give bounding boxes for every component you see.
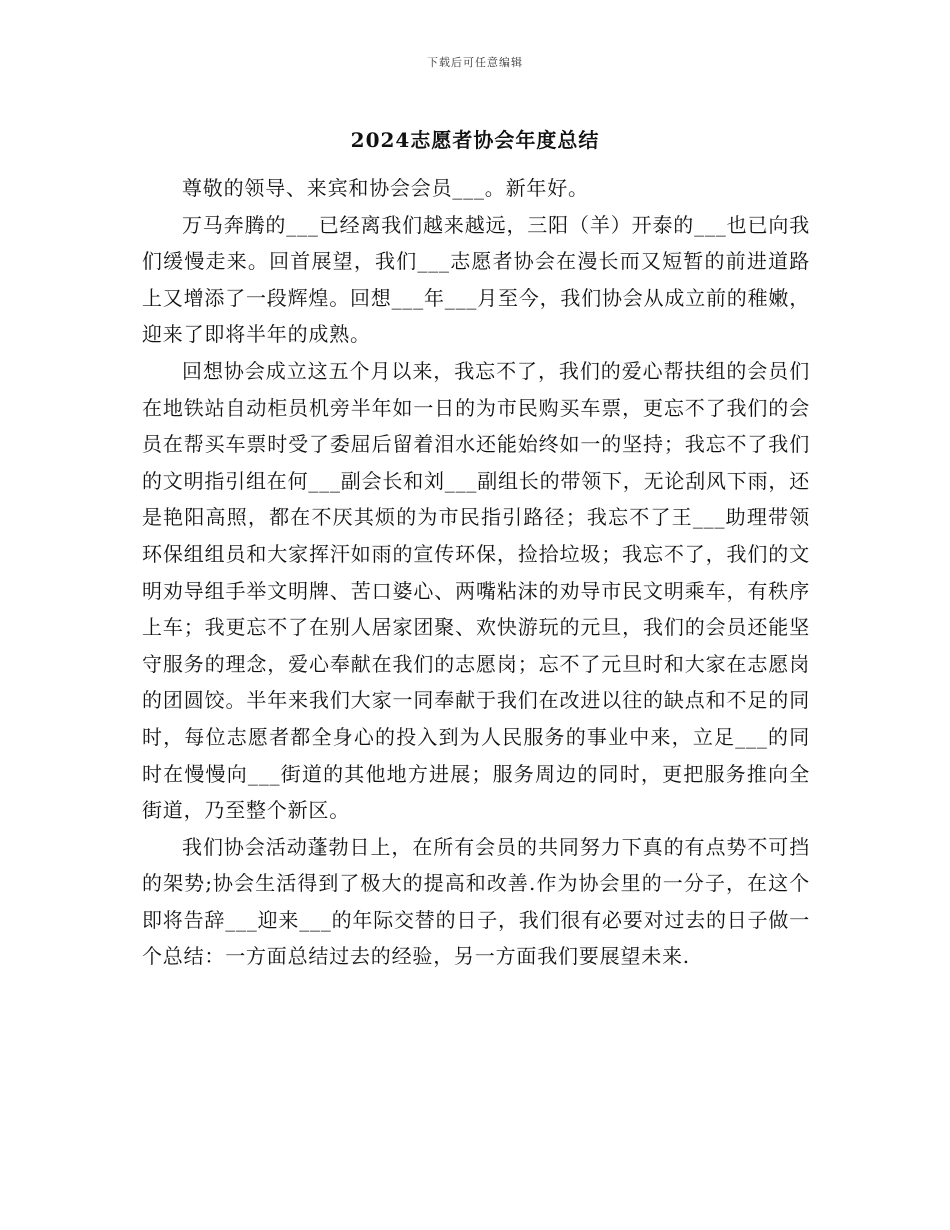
- paragraph-review: 回想协会成立这五个月以来，我忘不了，我们的爱心帮扶组的会员们在地铁站自动柜员机旁半年如一日的为市民购买车票，更忘不了我们的会员在帮买车票时受了委屈后留着泪水还能始终如一的坚持；我忘不了我们的文明指引组在何___副会长和刘___副组长的带领下，无论刮风下雨，还是艳阳高照，都在不厌其烦的为市民指引路径；我忘不了王___助理带领环保组组员和大家挥汗如雨的宣传环保，捡拾垃圾；我忘不了，我们的文明劝导组手举文明牌、苦口婆心、两嘴粘沫的劝导市民文明乘车，有秩序上车；我更忘不了在别人居家团聚、欢快游玩的元旦，我们的会员还能坚守服务的理念，爱心奉献在我们的志愿岗；忘不了元旦时和大家在志愿岗的团圆饺。半年来我们大家一同奉献于我们在改进以往的缺点和不足的同时，每位志愿者都全身心的投入到为人民服务的事业中来，立足___的同时在慢慢向___街道的其他地方进展；服务周边的同时，更把服务推向全街道，乃至整个新区。: [142, 358, 810, 823]
- header-note: 下载后可任意编辑: [427, 56, 523, 69]
- paragraph-summary: 我们协会活动蓬勃日上，在所有会员的共同努力下真的有点势不可挡的架势;协会生活得到了极大的提高和改善.作为协会里的一分子，在这个即将告辞___迎来___的年际交替的日子，我们很有必要对过去的日子做一个总结：一方面总结过去的经验，另一方面我们要展望未来.: [142, 834, 810, 969]
- paragraph-intro: 万马奔腾的___已经离我们越来越远，三阳（羊）开泰的___也已向我们缓慢走来。回首展望，我们___志愿者协会在漫长而又短暂的前进道路上又增添了一段辉煌。回想___年___月至今，我们协会从成立前的稚嫩，迎来了即将半年的成熟。: [142, 212, 810, 347]
- document-title: 2024志愿者协会年度总结: [350, 128, 600, 152]
- document-body: [142, 170, 810, 975]
- paragraph-greeting: 尊敬的领导、来宾和协会会员___。新年好。: [182, 176, 589, 200]
